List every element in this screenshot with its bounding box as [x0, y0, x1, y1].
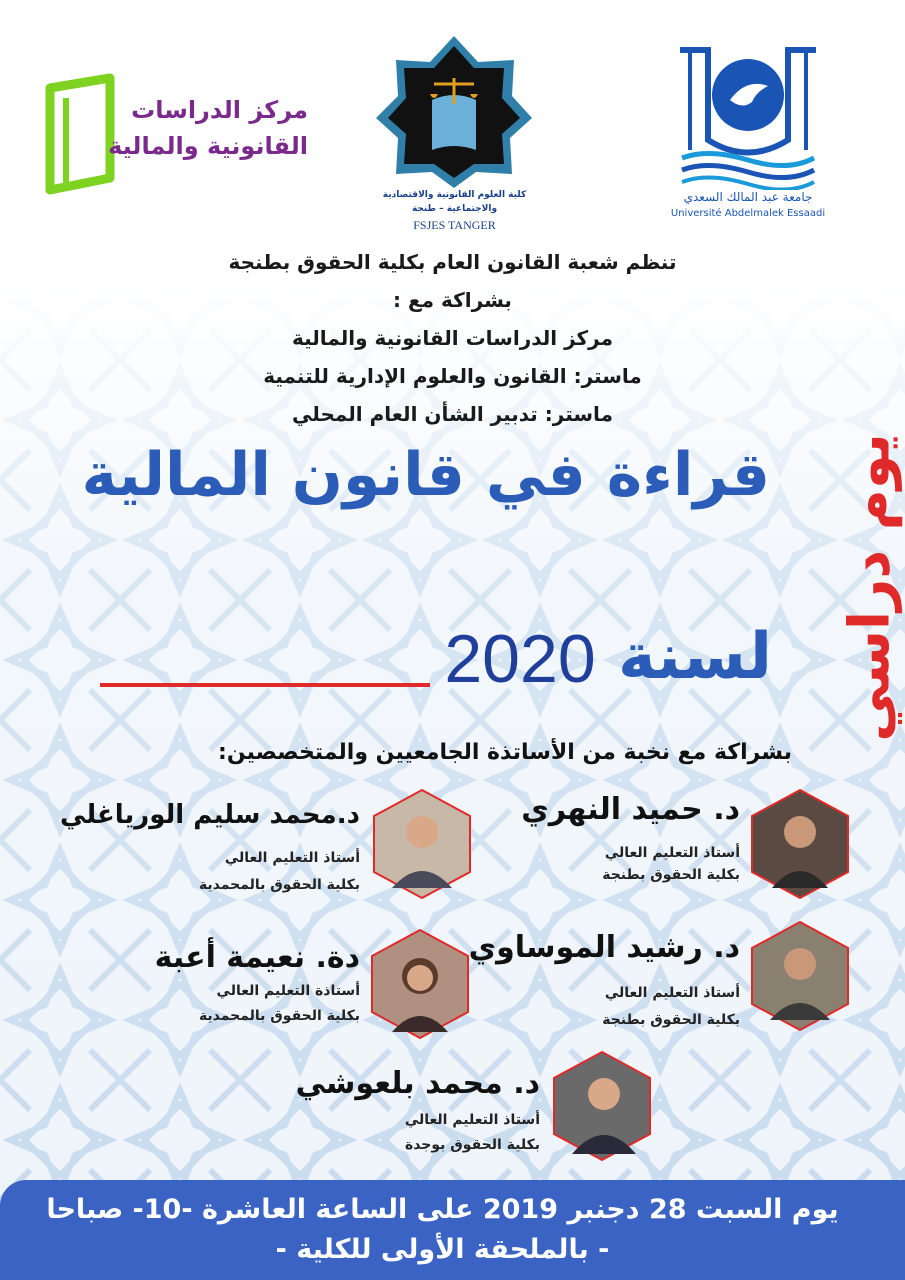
center-logo-line2: القانونية والمالية — [108, 132, 308, 160]
speaker-3-name: د. رشيد الموساوي — [468, 930, 740, 965]
organizer-line-4: ماستر: القانون والعلوم الإدارية للتنمية — [263, 364, 642, 388]
speaker-1-name: د. حميد النهري — [521, 792, 740, 827]
scales-of-justice-icon — [372, 30, 537, 190]
organizer-line-5: ماستر: تدبير الشأن العام المحلي — [292, 402, 613, 426]
speaker-1-affiliation: بكلية الحقوق بطنجة — [602, 867, 740, 883]
speaker-2-affiliation: بكلية الحقوق بالمحمدية — [198, 877, 360, 893]
event-year-prefix: لسنة — [617, 620, 773, 694]
speaker-3-title: أستاذ التعليم العالي — [604, 985, 740, 1001]
speaker-2-name: د.محمد سليم الورياغلي — [60, 800, 360, 830]
event-year: 2020 — [444, 621, 596, 697]
organizer-line-2: بشراكة مع : — [393, 288, 512, 312]
speaker-2-title: أستاذ التعليم العالي — [224, 850, 360, 866]
speaker-5-name: د. محمد بلعوشي — [295, 1066, 540, 1101]
center-logo-line1: مركز الدراسات — [131, 96, 308, 124]
faculty-logo — [372, 30, 537, 235]
event-title: قراءة في قانون المالية — [81, 440, 770, 510]
speaker-5-title: أستاذ التعليم العالي — [404, 1112, 540, 1128]
footer-date-line: يوم السبت 28 دجنبر 2019 على الساعة العاشرة -10- صباحا — [46, 1194, 839, 1225]
speaker-5-affiliation: بكلية الحقوق بوجدة — [404, 1137, 540, 1153]
speaker-photo-1 — [750, 788, 850, 900]
footer-location-line: - بالملحقة الأولى للكلية - — [275, 1234, 610, 1265]
speaker-photo-5 — [552, 1050, 652, 1162]
organizer-line-1: تنظم شعبة القانون العام بكلية الحقوق بطنجة — [228, 250, 677, 274]
year-underline — [100, 683, 430, 687]
faculty-name-arabic-1: كلية العلوم القانونية والاقتصادية — [382, 190, 527, 200]
speaker-photo-3 — [750, 920, 850, 1032]
speakers-intro: بشراكة مع نخبة من الأساتذة الجامعيين والمتخصصين: — [218, 740, 792, 765]
speaker-4-affiliation: بكلية الحقوق بالمحمدية — [198, 1008, 360, 1024]
speaker-4-title: أستاذة التعليم العالي — [216, 983, 360, 999]
speaker-4-name: دة. نعيمة أعبة — [154, 940, 360, 975]
university-logo — [668, 40, 828, 225]
faculty-name-latin: FSJES TANGER — [413, 218, 496, 232]
speaker-photo-2 — [372, 788, 472, 900]
speaker-1-title: أستاذ التعليم العالي — [604, 845, 740, 861]
footer-banner — [0, 1180, 905, 1280]
center-logo — [40, 68, 320, 198]
university-name-latin: Université Abdelmalek Essaadi — [670, 208, 826, 219]
event-type: يوم دراسي — [837, 433, 903, 742]
faculty-name-arabic-2: والاجتماعية – طنجة — [411, 204, 498, 214]
university-name-arabic: جامعة عبد المالك السعدي — [683, 190, 813, 204]
organizer-line-3: مركز الدراسات القانونية والمالية — [292, 326, 613, 350]
speaker-3-affiliation: بكلية الحقوق بطنجة — [602, 1012, 740, 1028]
dove-globe-icon — [668, 40, 828, 190]
speaker-photo-4 — [370, 928, 470, 1040]
